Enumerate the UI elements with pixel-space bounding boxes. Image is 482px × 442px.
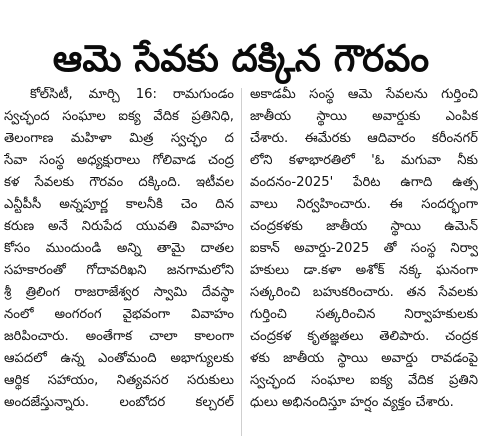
article-column-right xyxy=(250,84,478,436)
article-line: శ్రీ త్రిలింగ రాజరాజేశ్వర స్వామి దేవస్థా xyxy=(4,285,234,300)
article-line: చేశారు. ఈమేరకు ఆదివారం కరీంనగర్ xyxy=(250,131,478,146)
article-line: లోని కళాభారతిలో 'ఓ మగువా నీకు xyxy=(250,153,478,168)
article-line: నంలో అంగరంగ వైభవంగా వివాహం xyxy=(4,307,234,322)
article-line: వందనం-2025' పేరిట ఉగాది ఉత్స xyxy=(250,175,478,190)
article-column-left xyxy=(4,84,234,436)
article-line: కోసం ముందుండి అన్ని తామై దాతల xyxy=(4,241,234,256)
article-line: తెలంగాణ మహిళా మిత్ర స్వచ్ఛం ద xyxy=(4,131,234,146)
article-line: కోల్‌సిటీ, మార్చి 16: రామగుండం xyxy=(30,87,234,102)
article-line: ఐకాన్ అవార్డు-2025 తో సంస్థ నిర్వా xyxy=(250,241,478,256)
headline: ఆమె సేవకు దక్కిన గౌరవం xyxy=(52,36,430,80)
article-line: చంద్రకళ కృతజ్ఞతలు తెలిపారు. చంద్రక xyxy=(250,329,478,344)
article-line: ఆపదలో ఉన్న ఎంతోమంది అభాగ్యులకు xyxy=(4,351,234,366)
article-line: కరుణ అనే నిరుపేద యువతి వివాహం xyxy=(4,219,234,234)
article-line: గుర్తించి సత్కరించిన నిర్వాహకులకు xyxy=(250,307,478,322)
article-line: ఆర్థిక సహాయం, నిత్యవసర సరుకులు xyxy=(4,373,234,388)
article-line: స్వచ్ఛంద సంఘాల ఐక్య వేదిక ప్రతినిధి, xyxy=(4,109,234,124)
article-line: చంద్రకళకు జాతీయ స్థాయి ఉమెన్ xyxy=(250,219,478,234)
article-line: సేవా సంస్థ అధ్యక్షురాలు గోలివాడ చంద్ర xyxy=(4,153,234,168)
article-line: ళకు జాతీయ స్థాయి అవార్డు రావడంపై xyxy=(250,351,478,366)
article-line: సత్కరించి బహుకరించారు. తన సేవలకు xyxy=(250,285,478,300)
article-line: జాతీయ స్థాయి అవార్డుకు ఎంపిక xyxy=(250,109,478,124)
article-line: ధులు అభినందిస్తూ హర్షం వ్యక్తం చేశారు. xyxy=(250,395,454,410)
article-line: స్వచ్ఛంద సంఘాల ఐక్య వేదిక ప్రతిని xyxy=(250,373,478,388)
article-line: సహకారంతో గోదావరిఖని జనగామలోని xyxy=(4,263,234,278)
article-line: అందజేస్తున్నారు. లంబోదర కల్చరల్ xyxy=(4,395,234,410)
column-divider xyxy=(241,88,242,436)
article-line: ఎన్టీపీసీ అన్నపూర్ణ కాలనీకి చెం దిన xyxy=(4,197,234,212)
article-line: కళ సేవలకు గౌరవం దక్కింది. ఇటీవల xyxy=(4,175,234,190)
article-line: అకాడమీ సంస్థ ఆమె సేవలను గుర్తించి xyxy=(250,87,478,102)
article-line: వాలు నిర్వహించారు. ఈ సందర్భంగా xyxy=(250,197,478,212)
article-line: జరిపించారు. అంతేగాక చాలా కాలంగా xyxy=(4,329,234,344)
article-line: హకులు డా.కళా అశోక్ నక్క ఘనంగా xyxy=(250,263,478,278)
